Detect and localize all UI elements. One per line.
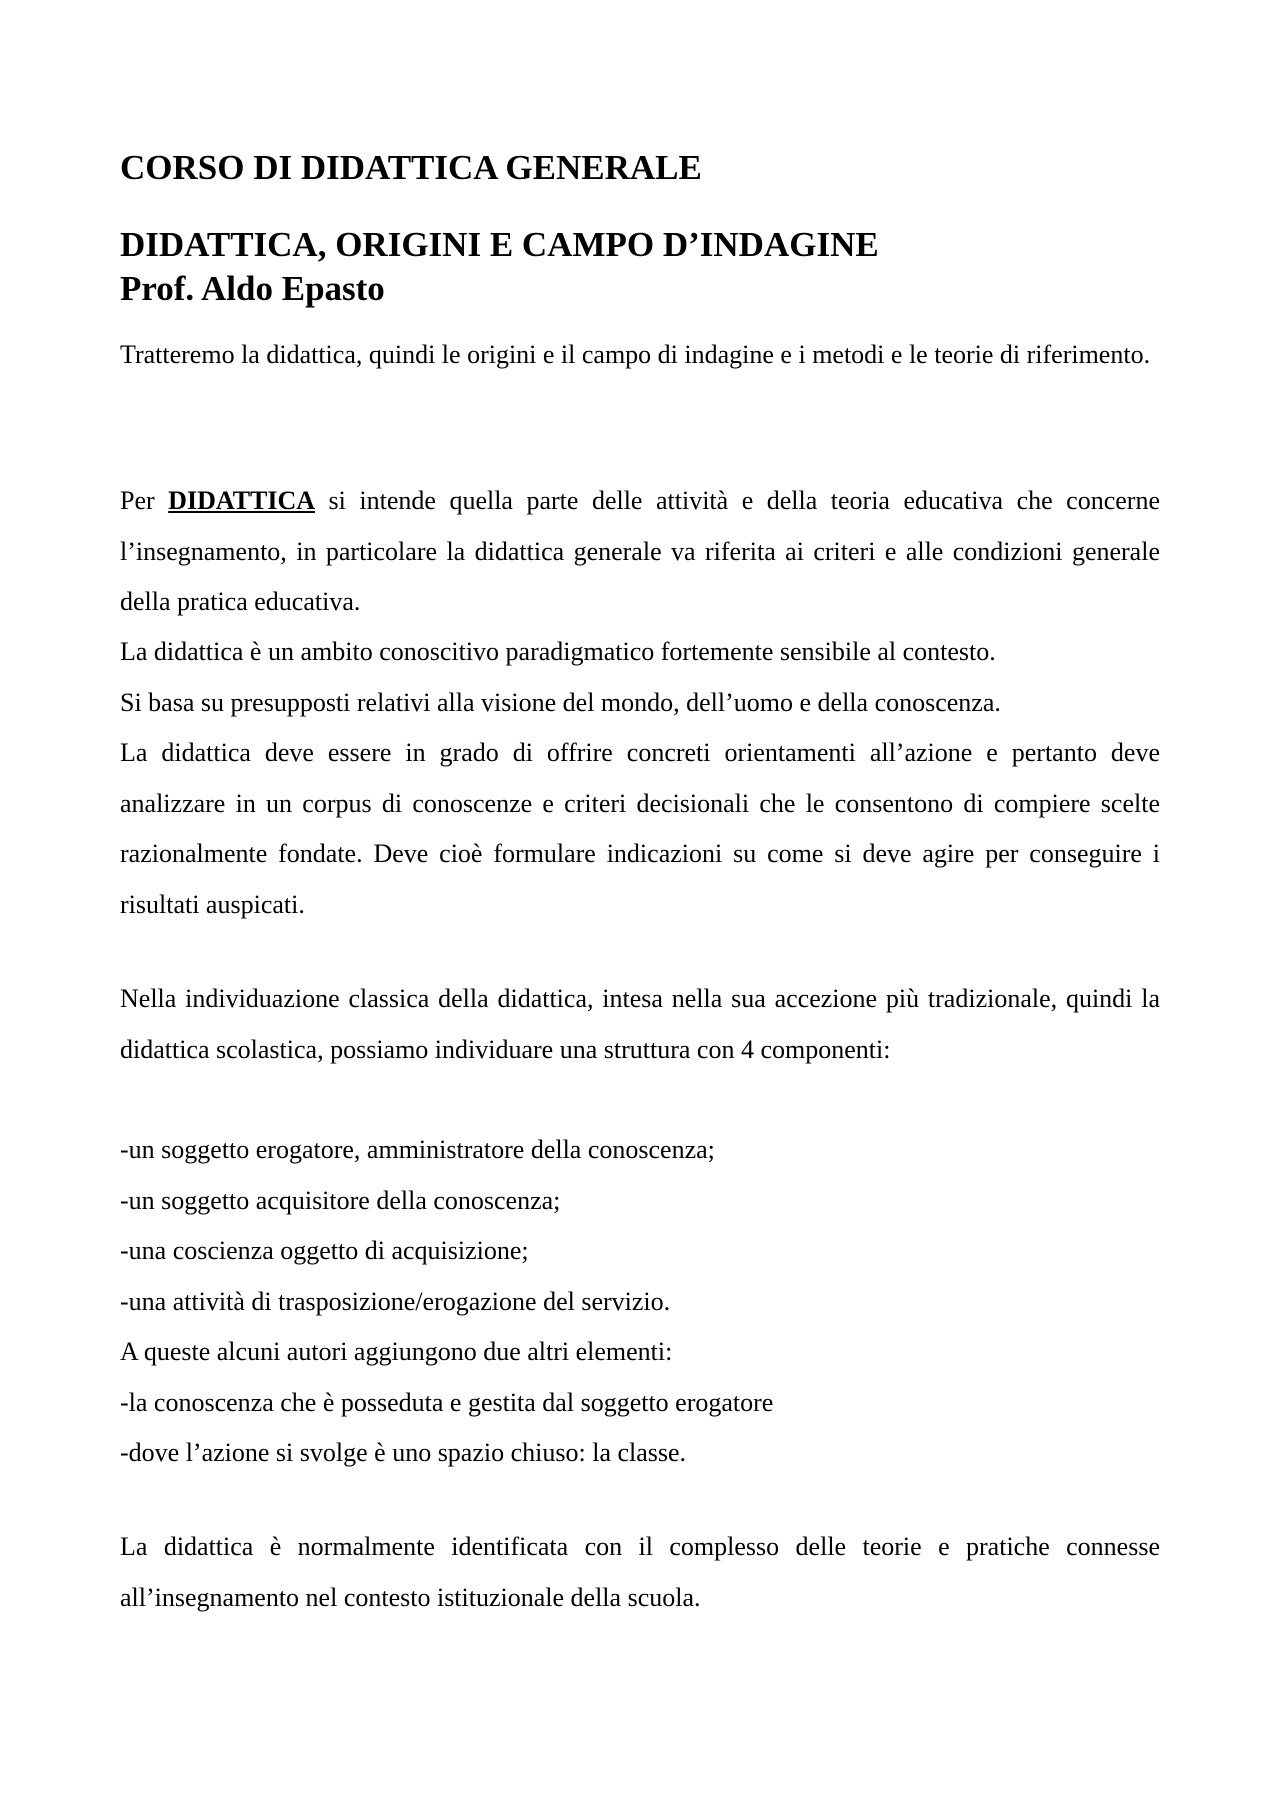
- altri-intro: A queste alcuni autori aggiungono due altri elementi:: [120, 1337, 673, 1366]
- definition-keyword: DIDATTICA: [168, 486, 316, 515]
- list-item: -un soggetto erogatore, amministratore della conoscenza;: [120, 1135, 715, 1164]
- components-list: [120, 1125, 1160, 1479]
- list-item: -la conoscenza che è posseduta e gestita dal soggetto erogatore: [120, 1387, 774, 1417]
- orientamenti-paragraph: La didattica deve essere in grado di offrire concreti orientamenti all’azione e pertanto deve analizzare in un corpus di conoscenze e criteri decisionali che le consentono di compiere scelte razionalmente fondate. Deve cioè formulare indicazioni su come si deve agire per conseguire i risultati auspicati.: [120, 738, 1160, 919]
- definition-prefix: Per: [120, 486, 169, 515]
- list-item: -una attività di trasposizione/erogazione del servizio.: [120, 1286, 671, 1316]
- definition-text: si intende quella parte delle attività e della teoria educativa che concerne l’insegnamento, in particolare la didattica generale va riferita ai criteri e alle condizioni generale della pratica educativa.: [120, 486, 1160, 616]
- struttura-paragraph: Nella individuazione classica della didattica, intesa nella sua accezione più tradizionale, quindi la didattica scolastica, possiamo individuare una struttura con 4 componenti:: [120, 984, 1160, 1064]
- list-item: -dove l’azione si svolge è uno spazio chiuso: la classe.: [120, 1438, 687, 1467]
- presupposti-line: Si basa su presupposti relativi alla visione del mondo, dell’uomo e della conoscenza.: [120, 687, 1001, 717]
- document-page: [120, 0, 1160, 1811]
- conclusion-paragraph: La didattica è normalmente identificata con il complesso delle teorie e pratiche connesse all’insegnamento nel contesto istituzionale della scuola.: [120, 1532, 1160, 1612]
- ambito-line: La didattica è un ambito conoscitivo paradigmatico fortemente sensibile al contesto.: [120, 637, 996, 666]
- list-item: -un soggetto acquisitore della conoscenza;: [120, 1185, 561, 1215]
- course-title: CORSO DI DIDATTICA GENERALE: [120, 148, 702, 187]
- list-item: -una coscienza oggetto di acquisizione;: [120, 1236, 529, 1265]
- intro-paragraph: Tratteremo la didattica, quindi le origini e il campo di indagine e i metodi e le teorie di riferimento.: [120, 340, 1151, 369]
- lesson-title: DIDATTICA, ORIGINI E CAMPO D’INDAGINE: [120, 225, 879, 264]
- ambito-paragraph: [120, 627, 1160, 728]
- professor-name: Prof. Aldo Epasto: [120, 269, 385, 308]
- definition-paragraph: [120, 476, 1160, 628]
